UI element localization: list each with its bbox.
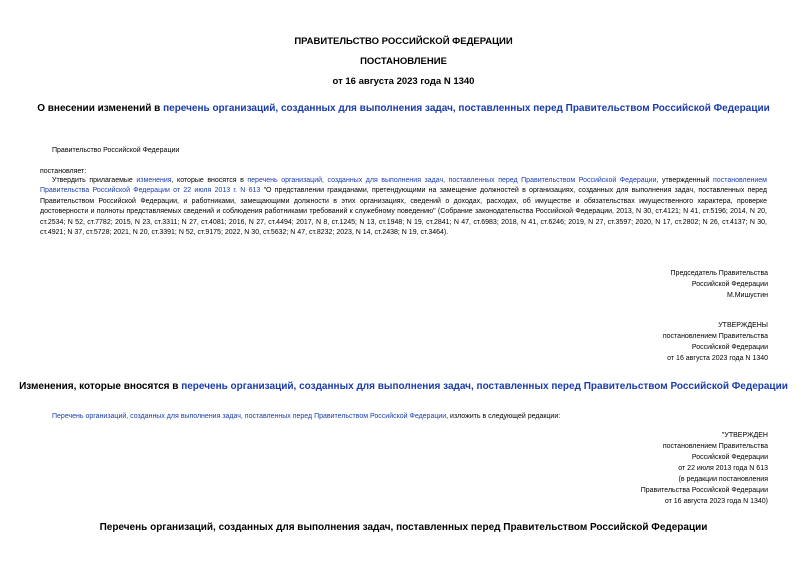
intro-text: Правительство Российской Федерации bbox=[52, 147, 180, 154]
changes-body: Перечень организаций, созданных для выполнения задач, поставленных перед Правительством Российской Федерации, изложить в следующей редакции: bbox=[52, 413, 561, 420]
decree-613-link[interactable]: постановлением Правительства Российской Федерации от 22 июля 2013 г. N 613 bbox=[40, 177, 767, 195]
changes-title-link[interactable]: перечень организаций, созданных для выполнения задач, поставленных перед Правительством Российской Федерации bbox=[181, 381, 788, 392]
signature-block: Председатель Правительства Российской Федерации М.Мишустин bbox=[670, 270, 768, 299]
list-link[interactable]: перечень организаций, созданных для выполнения задач, поставленных перед Правительством Российской Федерации bbox=[247, 177, 657, 184]
title-link[interactable]: перечень организаций, созданных для выполнения задач, поставленных перед Правительством Российской Федерации bbox=[163, 103, 770, 114]
list-title: Перечень организаций, созданных для выполнения задач, поставленных перед Правительством Российской Федерации bbox=[99, 522, 708, 533]
doc-date-heading: от 16 августа 2023 года N 1340 bbox=[332, 76, 475, 87]
changes-link[interactable]: изменения bbox=[136, 177, 172, 184]
changes-body-link[interactable]: Перечень организаций, созданных для выполнения задач, поставленных перед Правительством Российской Федерации bbox=[52, 413, 447, 420]
approved2-block: "УТВЕРЖДЕН постановлением Правительства Российской Федерации от 22 июля 2013 года N 613 (в редакции постановления Правительства Российской Федерации от 16 августа 2023 года N 1340) bbox=[640, 432, 768, 505]
changes-title: Изменения, которые вносятся в перечень организаций, созданных для выполнения задач, поставленных перед Правительством Российской Федерации bbox=[19, 381, 788, 392]
main-paragraph: Утвердить прилагаемые изменения, которые вносятся в перечень организаций, созданных для выполнения задач, поставленных перед Правительством Российской Федерации, утвержденный постановлением Правительства Российской Федерации от 22 июля 2013 г. N 613 "О представлении гражданами, претендующими на замещение должностей в организациях, созданных для выполнения задач, поставленных перед Правительством Российской Федерации, и работниками, замещающими должности в этих организациях, сведений о доходах, расходах, об имуществе и обязательствах имущественного характера, проверке достоверности и полноты представляемых сведений и соблюдения работниками требований к служебному поведению" (Собрание законодательства Российской Федерации, 2013, N 30, ст.4121; N 41, ст.5196; 2014, N 20, ст.2534; N 52, ст.7782; 2015, N 23, ст.3311; N 27, ст.4081; 2016, N 27, ст.4494; 2017, N 8, ст.1245; N 13, ст.1948; N 19, ст.2841; N 47, ст.6983; 2018, N 41, ст.6246; 2019, N 27, ст.3597; 2020, N 17, ст.2802; N 26, ст.4137; N 30, ст.4921; N 37, ст.5728; 2021, N 20, ст.3391; N 52, ст.9175; 2022, N 30, ст.5632; N 47, ст.8232; 2023, N 14, ст.2438; N 19, ст.3464). bbox=[40, 177, 767, 237]
doc-type-heading: ПОСТАНОВЛЕНИЕ bbox=[360, 56, 447, 67]
title-prefix: О внесении изменений в bbox=[37, 103, 164, 114]
document-title bbox=[0, 103, 807, 114]
approved-block: УТВЕРЖДЕНЫ постановлением Правительства Российской Федерации от 16 августа 2023 года N 1340 bbox=[662, 322, 768, 362]
government-heading: ПРАВИТЕЛЬСТВО РОССИЙСКОЙ ФЕДЕРАЦИИ bbox=[294, 36, 513, 47]
decree-text: постановляет: bbox=[40, 168, 87, 175]
